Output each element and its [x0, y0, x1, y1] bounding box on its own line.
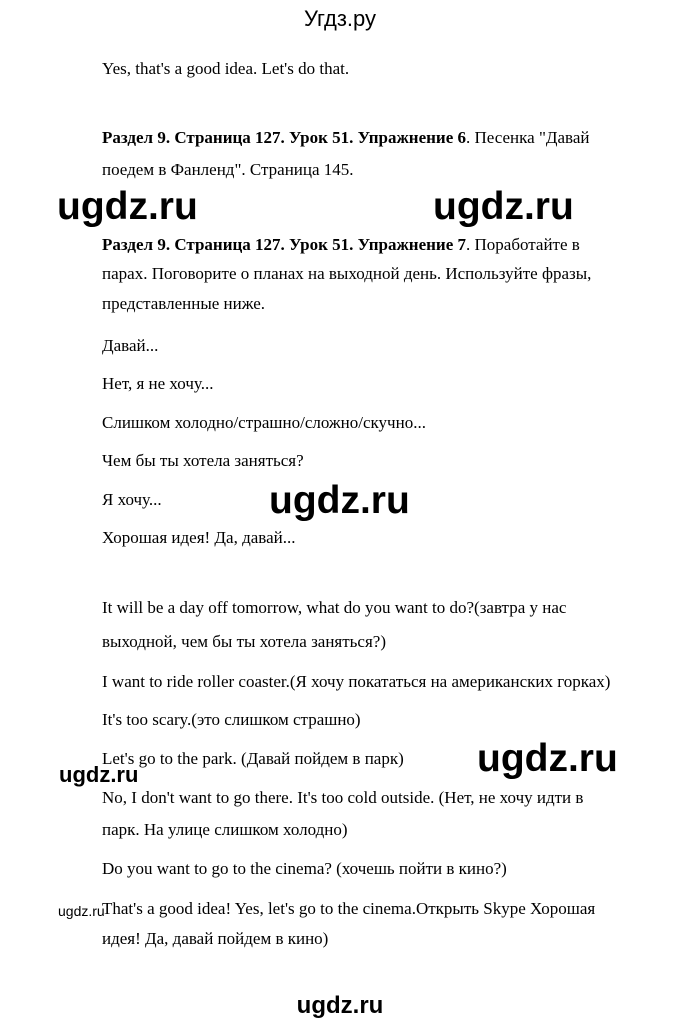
- dialogue-line: It's too scary.(это слишком страшно): [102, 710, 361, 729]
- watermark: ugdz.ru: [59, 762, 139, 787]
- dialogue-line: No, I don't want to go there. It's too cold outside. (Нет, не хочу идти в: [102, 788, 584, 807]
- exercise-7-line-3: представленные ниже.: [102, 294, 266, 313]
- exercise-6-line-2: поедем в Фанленд". Страница 145.: [102, 160, 354, 179]
- phrase-item: Давай...: [102, 336, 159, 355]
- phrase-item: Чем бы ты хотела заняться?: [102, 451, 304, 470]
- watermark: ugdz.ru: [433, 185, 574, 228]
- reply-line: Yes, that's a good idea. Let's do that.: [102, 59, 350, 78]
- dialogue-line: That's a good idea! Yes, let's go to the cinema.Открыть Skype Хорошая: [102, 899, 596, 918]
- dialogue-line: парк. На улице слишком холодно): [102, 820, 348, 839]
- dialogue-line: идея! Да, давай пойдем в кино): [102, 929, 329, 948]
- phrase-item: Слишком холодно/страшно/сложно/скучно...: [102, 413, 426, 432]
- exercise-6-line-1: [102, 128, 589, 148]
- phrase-item: Нет, я не хочу...: [102, 374, 214, 393]
- exercise-7-line-1: [102, 235, 580, 255]
- watermark: ugdz.ru: [269, 479, 410, 522]
- dialogue-line: выходной, чем бы ты хотела заняться?): [102, 632, 386, 651]
- dialogue-line: Do you want to go to the cinema? (хочешь пойти в кино?): [102, 859, 507, 878]
- phrase-item: Я хочу...: [102, 490, 162, 509]
- exercise-6-text-1: . Песенка "Давай: [466, 128, 590, 147]
- watermark: ugdz.ru: [477, 737, 618, 780]
- dialogue-line: It will be a day off tomorrow, what do you want to do?(завтра у нас: [102, 598, 567, 617]
- exercise-7-line-2: парах. Поговорите о планах на выходной день. Используйте фразы,: [102, 264, 592, 283]
- site-title[interactable]: Угдз.ру: [303, 6, 377, 31]
- footer-watermark: ugdz.ru: [296, 992, 384, 1019]
- exercise-6-heading: Раздел 9. Страница 127. Урок 51. Упражнение 6: [102, 128, 467, 147]
- exercise-7-heading: Раздел 9. Страница 127. Урок 51. Упражнение 7: [102, 235, 467, 254]
- watermark: ugdz.ru: [58, 903, 105, 919]
- phrase-item: Хорошая идея! Да, давай...: [102, 528, 296, 547]
- dialogue-line: Let's go to the park. (Давай пойдем в парк): [102, 749, 404, 768]
- watermark: ugdz.ru: [57, 185, 198, 228]
- dialogue-line: I want to ride roller coaster.(Я хочу покататься на американских горках): [102, 672, 611, 691]
- exercise-7-text-1: . Поработайте в: [466, 235, 580, 254]
